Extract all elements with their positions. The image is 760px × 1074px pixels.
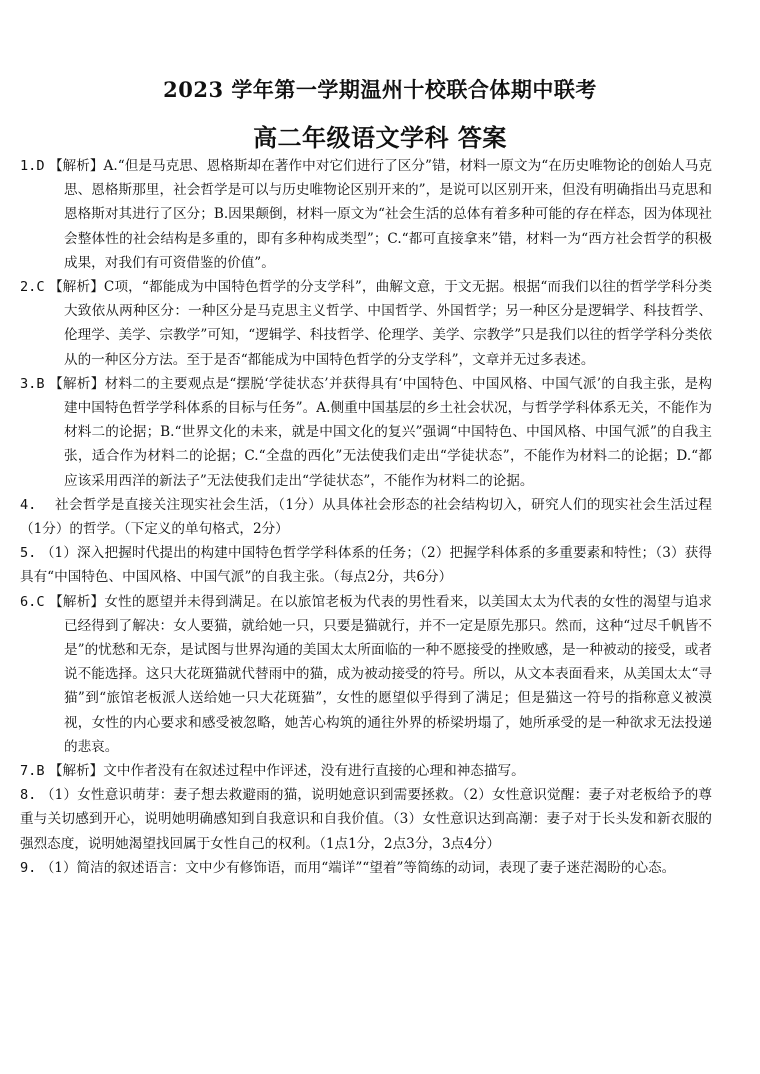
answer-text: 社会哲学是直接关注现实社会生活，（1分）从具体社会形态的社会结构切入，研究人们的现实社会生活过程（1分）的哲学。（下定义的单句格式，2分） — [20, 496, 712, 538]
answer-item-6 — [20, 590, 712, 759]
answer-number: 3.B — [20, 375, 45, 392]
answer-text: 【解析】C项，“都能成为中国特色哲学的分支学科”，曲解文意，于文无据。根据“而我们以往的哲学学科分类大致依从两种区分：一种区分是马克思主义哲学、中国哲学、外国哲学；另一种区分是逻辑学、科技哲学、伦理学、美学、宗教学”可知，“逻辑学、科技哲学、伦理学、美学、宗教学”只是我们以往的哲学学科分类依从的一种区分方法。至于是否“都能成为中国特色哲学的分支学科”，文章并无过多表述。 — [49, 279, 712, 368]
answer-item-2 — [20, 275, 712, 372]
answer-text: 【解析】材料二的主要观点是“摆脱‘学徒状态’并获得具有‘中国特色、中国风格、中国气派’的自我主张，是构建中国特色哲学学科体系的目标与任务”。A.侧重中国基层的乡土社会状况，与哲学学科体系无关，不能作为材料二的论据；B.“世界文化的未来，就是中国文化的复兴”强调“中国特色、中国风格、中国气派”的自我主张，适合作为材料二的论据；C.“全盘的西化”无法使我们走出“学徒状态”，不能作为材料二的论据；D.“都应该采用西洋的新法子”无法使我们走出“学徒状态”，不能作为材料二的论据。 — [49, 375, 712, 489]
answer-item-1 — [20, 154, 712, 275]
answer-number: 5. — [20, 545, 37, 562]
answer-text: （1）女性意识萌芽：妻子想去救避雨的猫，说明她意识到需要拯救。（2）女性意识觉醒：妻子对老板给予的尊重与关切感到开心，说明她明确感知到自我意识和自我价值。（3）女性意识达到高潮：妻子对于长头发和新衣服的强烈态度，说明她渴望找回属于女性自己的权利。（1点1分，2点3分，3点4分） — [20, 787, 712, 852]
answer-item-3 — [20, 372, 712, 493]
answer-item-4 — [20, 493, 712, 541]
answer-number: 6.C — [20, 593, 45, 610]
exam-title: 2023 学年第一学期温州十校联合体期中联考 — [163, 77, 597, 102]
answer-number: 4. — [20, 496, 37, 513]
answer-text: （1）简洁的叙述语言：文中少有修饰语，而用“端详”“望着”等简练的动词，表现了妻子迷茫渴盼的心态。 — [40, 859, 676, 876]
answer-number: 1.D — [20, 158, 45, 174]
answer-text: 【解析】文中作者没有在叙述过程中作评述，没有进行直接的心理和神态描写。 — [48, 763, 525, 780]
answer-item-7 — [20, 759, 712, 783]
answer-number: 8. — [20, 787, 37, 804]
answer-item-9 — [20, 856, 712, 880]
answer-item-8 — [20, 783, 712, 856]
answer-number: 2.C — [20, 279, 45, 296]
answer-number: 9. — [20, 859, 37, 876]
answer-text: （1）深入把握时代提出的构建中国特色哲学学科体系的任务；（2）把握学科体系的多重要素和特性；（3）获得具有“中国特色、中国风格、中国气派”的自我主张。（每点2分，共6分） — [20, 545, 712, 586]
answers-body — [20, 154, 712, 880]
answer-text: 【解析】女性的愿望并未得到满足。在以旅馆老板为代表的男性看来，以美国太太为代表的女性的渴望与追求已经得到了解决：女人要猫，就给她一只，只要是猫就行，并不一定是原先那只。然而，这种“过尽千帆皆不是”的忧愁和无奈，是试图与世界沟通的美国太太所面临的一种不愿接受的挫败感，是一种被动的接受，或者说不能选择。这只大花斑猫就代替雨中的猫，成为被动接受的符号。所以，从文本表面看来，从美国太太“寻猫”到“旅馆老板派人送给她一只大花斑猫”，女性的愿望似乎得到了满足；但是猫这一符号的指称意义被漠视，女性的内心要求和感受被忽略，她苦心构筑的通往外界的桥梁坍塌了，她所承受的是一种欲求无法投递的悲哀。 — [49, 593, 712, 755]
answer-number: 7.B — [20, 763, 45, 780]
answer-subtitle: 高二年级语文学科 答案 — [253, 123, 507, 152]
answer-item-5 — [20, 541, 712, 589]
answer-text: 【解析】A.“但是马克思、恩格斯却在著作中对它们进行了区分”错，材料一原文为“在历史唯物论的创始人马克思、恩格斯那里，社会哲学是可以与历史唯物论区别开来的”，是说可以区别开来，但没有明确指出马克思和恩格斯对其进行了区分；B.因果颠倒，材料一原文为“社会生活的总体有着多种可能的存在样态，因为体现社会整体性的社会结构是多重的，即有多种构成类型”；C.“都可直接拿来”错，材料一为“西方社会哲学的积极成果，对我们有可资借鉴的价值”。 — [48, 158, 713, 271]
